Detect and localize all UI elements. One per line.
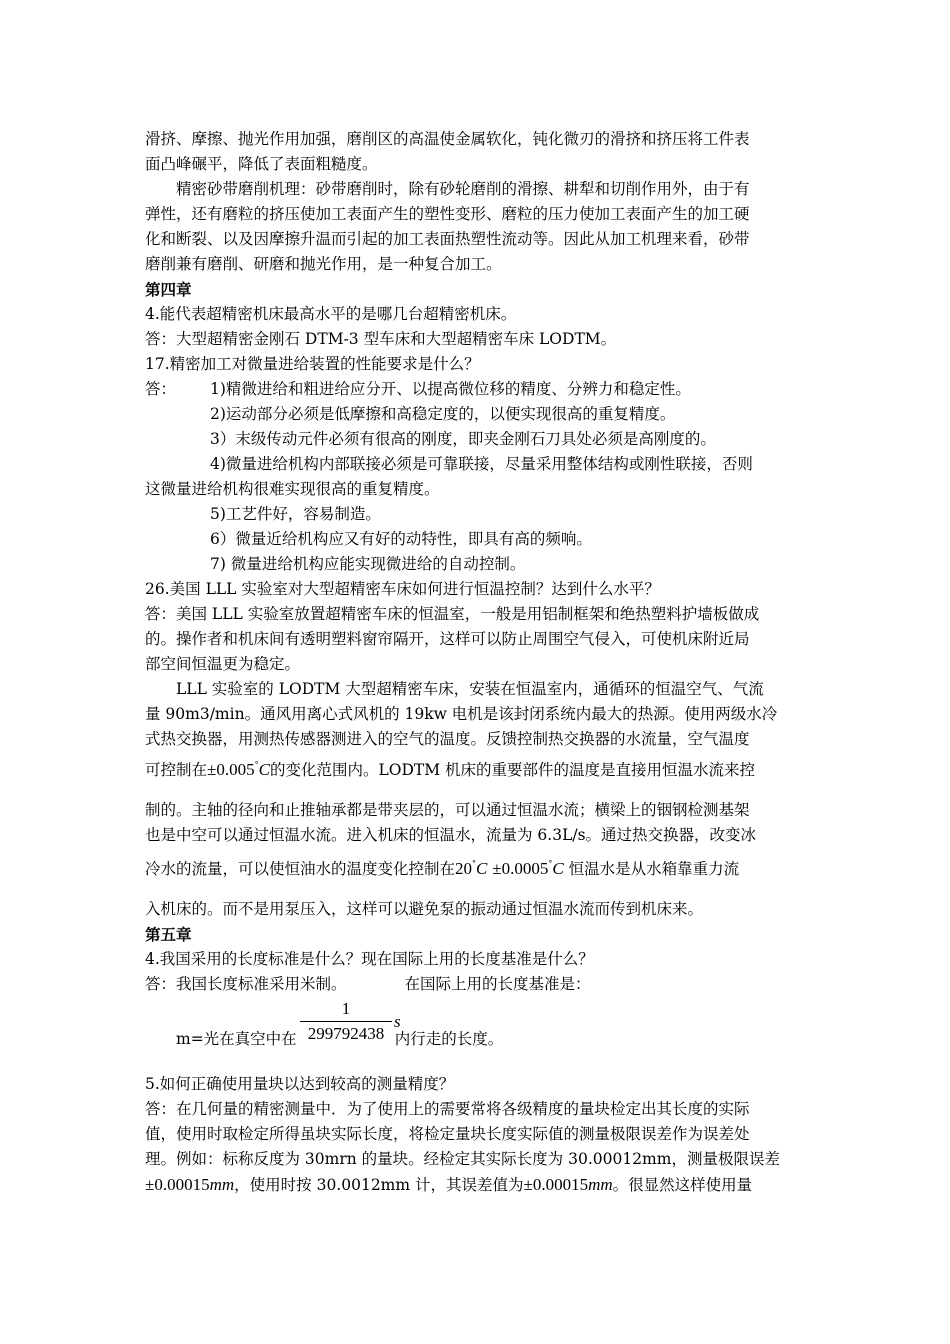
paragraph-continuation bbox=[145, 127, 805, 177]
answer-text: 答：我国长度标准采用米制。 bbox=[145, 975, 347, 993]
text-fragment: 冷水的流量，可以使恒油水的温度变化控制在 bbox=[145, 860, 456, 878]
text-line: 面凸峰碾平，降低了表面粗糙度。 bbox=[145, 155, 378, 173]
answer-line: 值，使用时取检定所得虽块实际长度，将检定量块长度实际值的测量极限误差作为误差处 bbox=[145, 1125, 750, 1143]
answer-item: 4)微量进给机构内部联接必须是可靠联接，尽量采用整体结构或刚性联接，否则 bbox=[210, 455, 753, 473]
answer-line bbox=[145, 972, 805, 997]
question: 5.如何正确使用量块以达到较高的测量精度？ bbox=[145, 1075, 455, 1093]
math-value: ±0.00015 bbox=[523, 1175, 589, 1194]
answer-item: 2)运动部分必须是低摩擦和高稳定度的，以便实现很高的重复精度。 bbox=[210, 405, 676, 423]
answer-line: 部空间恒温更为稳定。 bbox=[145, 655, 301, 673]
math-unit: C bbox=[476, 859, 488, 878]
degree-symbol: ° bbox=[254, 760, 259, 769]
answer-line-with-formula bbox=[145, 752, 805, 777]
answer-text: 1)精微进给和粗进给应分开、以提高微位移的精度、分辨力和稳定性。 bbox=[210, 380, 691, 398]
question-5-section bbox=[145, 1072, 805, 1197]
question: 17.精密加工对微量进给装置的性能要求是什么？ bbox=[145, 355, 480, 373]
fraction-numerator: 1 bbox=[341, 999, 351, 1018]
text-fragment: 。很显然这样使用量 bbox=[612, 1176, 753, 1194]
math-value: 20 bbox=[455, 859, 473, 878]
answer-line: 也是中空可以通过恒温水流。进入机床的恒温水，流量为 6.3L/s。通过热交换器，改变冰 bbox=[145, 826, 757, 844]
math-unit: C bbox=[552, 859, 564, 878]
math-value: ±0.0005 bbox=[492, 859, 549, 878]
answer-line: 理。例如：标称反度为 30mrn 的量块。经检定其实际长度为 30.00012mm，测量极限误差 bbox=[145, 1150, 780, 1168]
chapter-heading: 第五章 bbox=[145, 925, 192, 944]
text-line: 化和断裂、以及因摩擦升温而引起的加工表面热塑性流动等。因此从加工机理来看，砂带 bbox=[145, 230, 750, 248]
text-fragment: 的变化范围内。LODTM 机床的重要部件的温度是直接用恒温水流来控 bbox=[269, 761, 756, 779]
fraction-unit: s bbox=[394, 1012, 401, 1031]
answer-line: 式热交换器，用测热传感器测进入的空气的温度。反馈控制热交换器的水流量，空气温度 bbox=[145, 730, 750, 748]
fraction-denominator: 299792438 bbox=[307, 1024, 385, 1043]
question: 26.美国 LLL 实验室对大型超精密车床如何进行恒温控制？达到什么水平？ bbox=[145, 580, 660, 598]
answer-lines bbox=[145, 897, 805, 922]
text-fragment: m=光在真空中在 bbox=[176, 1030, 297, 1048]
answer-line: 答：美国 LLL 实验室放置超精密车床的恒温室，一般是用铝制框架和绝热塑料护墙板做成 bbox=[145, 605, 760, 623]
question: 4.我国采用的长度标准是什么？现在国际上用的长度基准是什么？ bbox=[145, 950, 594, 968]
answer-line: 答：在几何量的精密测量中．为了使用上的需要常将各级精度的量块检定出其长度的实际 bbox=[145, 1100, 750, 1118]
answer-line: 入机床的。而不是用泵压入，这样可以避免泵的振动通过恒温水流而传到机床来。 bbox=[145, 900, 704, 918]
answer-lines bbox=[145, 798, 805, 848]
text-line: 滑挤、摩擦、抛光作用加强，磨削区的高温使金属软化，钝化微刃的滑挤和挤压将工件表 bbox=[145, 130, 750, 148]
answer-line: 量 90m3/min。通风用离心式风机的 19kw 电机是该封闭系统内最大的热源。使用两级水冷 bbox=[145, 705, 778, 723]
chapter-5-section bbox=[145, 922, 805, 997]
text-fragment: 内行走的长度。 bbox=[394, 1030, 504, 1048]
answer-line-with-formula bbox=[145, 851, 805, 876]
answer-item: 6）微量近给机构应又有好的动特性，即具有高的频响。 bbox=[210, 530, 592, 548]
math-unit: mm bbox=[209, 1175, 235, 1194]
answer-text: 在国际上用的长度基准是： bbox=[404, 975, 591, 993]
math-value: ±0.005 bbox=[207, 760, 255, 779]
degree-symbol: ° bbox=[548, 859, 553, 868]
question: 4.能代表超精密机床最高水平的是哪几台超精密机床。 bbox=[145, 305, 517, 323]
text-fragment: ，使用时按 30.0012mm 计，其误差值为 bbox=[234, 1176, 524, 1194]
answer-item bbox=[145, 377, 805, 402]
answer-item: 7) 微量进给机构应能实现微进给的自动控制。 bbox=[210, 555, 526, 573]
paragraph-belt-grinding bbox=[145, 177, 805, 277]
text-line: 精密砂带磨削机理：砂带磨削时，除有砂轮磨削的滑擦、耕犁和切削作用外，由于有 bbox=[176, 180, 750, 198]
chapter-heading: 第四章 bbox=[145, 280, 192, 299]
answer-line: 制的。主轴的径向和止推轴承都是带夹层的，可以通过恒温水流；横梁上的铟钢检测基架 bbox=[145, 801, 750, 819]
answer-line: 的。操作者和机床间有透明塑料窗帘隔开，这样可以防止周围空气侵入，可使机床附近局 bbox=[145, 630, 750, 648]
answer: 答：大型超精密金刚石 DTM-3 型车床和大型超精密车床 LODTM。 bbox=[145, 330, 617, 348]
answer-label: 答： bbox=[145, 380, 177, 398]
math-unit: mm bbox=[588, 1175, 613, 1194]
math-unit: C bbox=[258, 760, 270, 779]
text-line: 磨削兼有磨削、研磨和抛光作用，是一种复合加工。 bbox=[145, 255, 502, 273]
math-value: ±0.00015 bbox=[145, 1175, 210, 1194]
answer-line-with-formula bbox=[145, 1172, 805, 1197]
answer-item: 3）末级传动元件必须有很高的刚度，即夹金刚石刀具处必须是高刚度的。 bbox=[210, 430, 716, 448]
text-fragment: 可控制在 bbox=[145, 761, 208, 779]
answer-item-continued: 这微量进给机构很难实现很高的重复精度。 bbox=[145, 480, 440, 498]
answer-item: 5)工艺件好，容易制造。 bbox=[210, 505, 381, 523]
chapter-4-section bbox=[145, 277, 805, 752]
text-fragment: 恒温水是从水箱靠重力流 bbox=[568, 860, 740, 878]
answer-line: LLL 实验室的 LODTM 大型超精密车床，安装在恒温室内，通循环的恒温空气、气流 bbox=[176, 680, 764, 698]
answer-line bbox=[145, 1027, 805, 1052]
degree-symbol: ° bbox=[472, 859, 477, 868]
text-line: 弹性，还有磨粒的挤压使加工表面产生的塑性变形、磨粒的压力使加工表面产生的加工硬 bbox=[145, 205, 750, 223]
